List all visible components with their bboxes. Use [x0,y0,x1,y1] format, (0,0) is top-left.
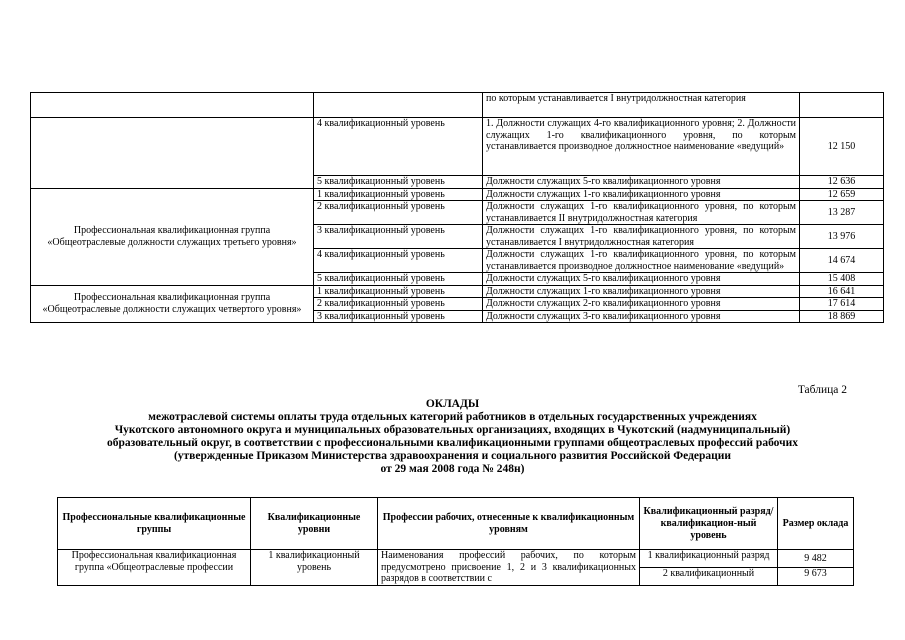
description-cell: Должности служащих 1-го квалификационного уровня [483,188,800,201]
description-cell: Должности служащих 5-го квалификационного уровня [483,273,800,286]
salary-cell: 17 614 [800,298,884,311]
group-cell [31,118,314,189]
title-line: от 29 мая 2008 года № 248н) [380,463,525,475]
group-cell [31,93,314,118]
salary-cell: 9 673 [778,567,854,585]
level-cell: 1 квалификационный уровень [251,550,378,586]
level-cell: 5 квалификационный уровень [314,176,483,189]
salary-cell: 9 482 [778,550,854,568]
table-row [31,118,884,176]
salary-table-employees [30,92,884,323]
salary-cell: 16 641 [800,285,884,298]
table-row [31,285,884,298]
group-cell: Профессиональная квалификационная группа «Общеотраслевые должности служащих третьего уровня» [31,188,314,285]
page-bottom-margin [0,594,905,640]
salary-cell: 13 287 [800,201,884,225]
level-cell: 1 квалификационный уровень [314,188,483,201]
header-groups: Профессиональные квалификационные группы [58,498,251,550]
header-rank: Квалификационный разряд/квалификацион-ный уровень [640,498,778,550]
header-levels: Квалификационные уровни [251,498,378,550]
title-line: Чукотского автономного округа и муниципальных образовательных организациях, входящих в Чукотский (надмуниципальный) [114,424,791,436]
level-cell [314,93,483,118]
title-line: межотраслевой системы оплаты труда отдельных категорий работников в отдельных государственных учреждениях [148,411,757,423]
header-salary: Размер оклада [778,498,854,550]
title-heading: ОКЛАДЫ [425,398,480,410]
salary-table-workers [57,497,854,586]
description-cell: по которым устанавливается I внутридолжностная категория [483,93,800,118]
level-cell: 5 квалификационный уровень [314,273,483,286]
salary-cell: 12 150 [800,118,884,176]
title-line: (утвержденные Приказом Министерства здравоохранения и социального развития Российской Федерации [173,450,732,462]
description-cell: Должности служащих 2-го квалификационного уровня [483,298,800,311]
group-cell: Профессиональная квалификационная группа «Общеотраслевые профессии [58,550,251,586]
level-cell: 3 квалификационный уровень [314,310,483,323]
table-row [31,188,884,201]
level-cell: 2 квалификационный уровень [314,298,483,311]
salary-cell: 13 976 [800,225,884,249]
table2-title [0,398,905,476]
salary-cell: 18 869 [800,310,884,323]
salary-cell: 15 408 [800,273,884,286]
rank-cell: 2 квалификационный [640,567,778,585]
rank-cell: 1 квалификационный разряд [640,550,778,568]
table-caption: Таблица 2 [797,384,847,396]
group-cell: Профессиональная квалификационная группа «Общеотраслевые должности служащих четвертого уровня» [31,285,314,323]
description-cell: Должности служащих 1-го квалификационного уровня, по которым устанавливается I внутридолжностная категория [483,225,800,249]
level-cell: 2 квалификационный уровень [314,201,483,225]
description-cell: Должности служащих 5-го квалификационного уровня [483,176,800,189]
title-line: образовательный округ, в соответствии с профессиональными квалификационными группами общеотраслевых профессий рабочих [107,437,798,449]
description-cell: 1. Должности служащих 4-го квалификационного уровня; 2. Должности служащих 1-го квалификационного уровня, по которым устанавливается производное должностное наименование «ведущий» [483,118,800,176]
description-cell: Должности служащих 1-го квалификационного уровня [483,285,800,298]
salary-cell: 12 636 [800,176,884,189]
salary-cell: 14 674 [800,249,884,273]
header-professions: Профессии рабочих, отнесенные к квалификационным уровням [378,498,640,550]
salary-cell [800,93,884,118]
level-cell: 4 квалификационный уровень [314,249,483,273]
table-header-row [58,498,854,550]
salary-cell: 12 659 [800,188,884,201]
description-cell: Должности служащих 3-го квалификационного уровня [483,310,800,323]
description-cell: Наименования профессий рабочих, по которым предусмотрено присвоение 1, 2 и 3 квалификационных разрядов в соответствии с [378,550,640,586]
table-row [58,550,854,568]
level-cell: 1 квалификационный уровень [314,285,483,298]
description-cell: Должности служащих 1-го квалификационного уровня, по которым устанавливается II внутридолжностная категория [483,201,800,225]
level-cell: 3 квалификационный уровень [314,225,483,249]
table-row [31,93,884,118]
level-cell: 4 квалификационный уровень [314,118,483,176]
description-cell: Должности служащих 1-го квалификационного уровня, по которым устанавливается производное должностное наименование «ведущий» [483,249,800,273]
